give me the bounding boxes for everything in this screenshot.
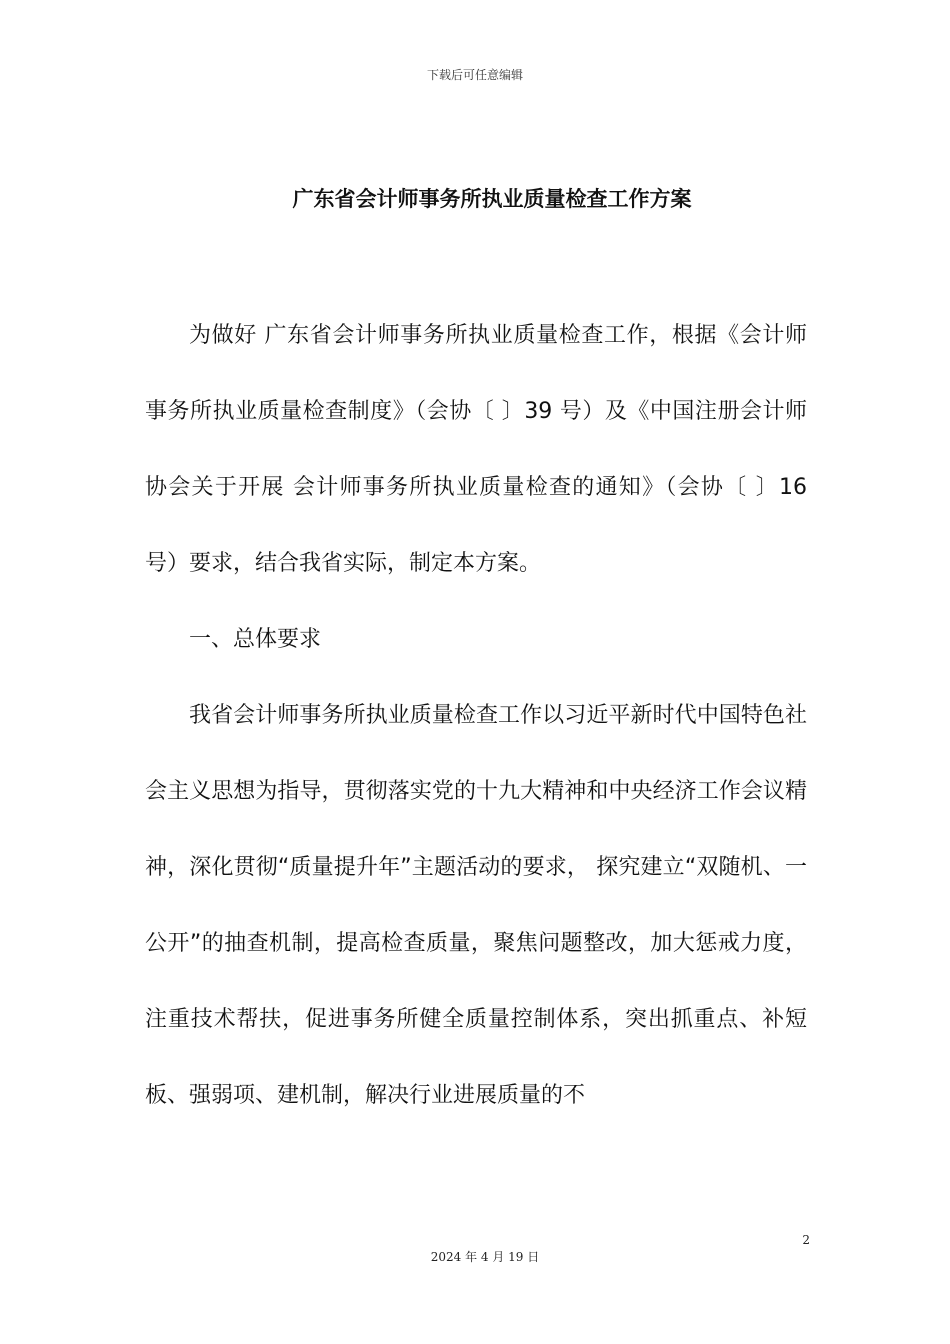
- page-number: 2: [802, 1233, 810, 1247]
- document-body: [145, 298, 807, 1134]
- document-title: 广东省会计师事务所执业质量检查工作方案: [292, 187, 692, 211]
- section-heading: 一、总体要求: [189, 627, 322, 652]
- body-paragraph: 我省会计师事务所执业质量检查工作以习近平新时代中国特色社会主义思想为指导，贯彻落实党的十九大精神和中央经济工作会议精神，深化贯彻“质量提升年”主题活动的要求， 探究建立“双随机、一公开”的抽查机制，提高检查质量，聚焦问题整改，加大惩戒力度，注重技术帮扶，促进事务所健全质量控制体系，突出抓重点、补短板、强弱项、建机制，解决行业进展质量的不: [145, 703, 807, 1108]
- page-header: 下载后可任意编辑: [426, 68, 523, 82]
- body-paragraph: 为做好 广东省会计师事务所执业质量检查工作，根据《会计师事务所执业质量检查制度》（会协〔 〕39 号）及《中国注册会计师协会关于开展 会计师事务所执业质量检查的通知》（会协〔 〕16 号）要求，结合我省实际，制定本方案。: [145, 323, 807, 576]
- page-footer-date: 2024 年 4 月 19 日: [430, 1250, 540, 1264]
